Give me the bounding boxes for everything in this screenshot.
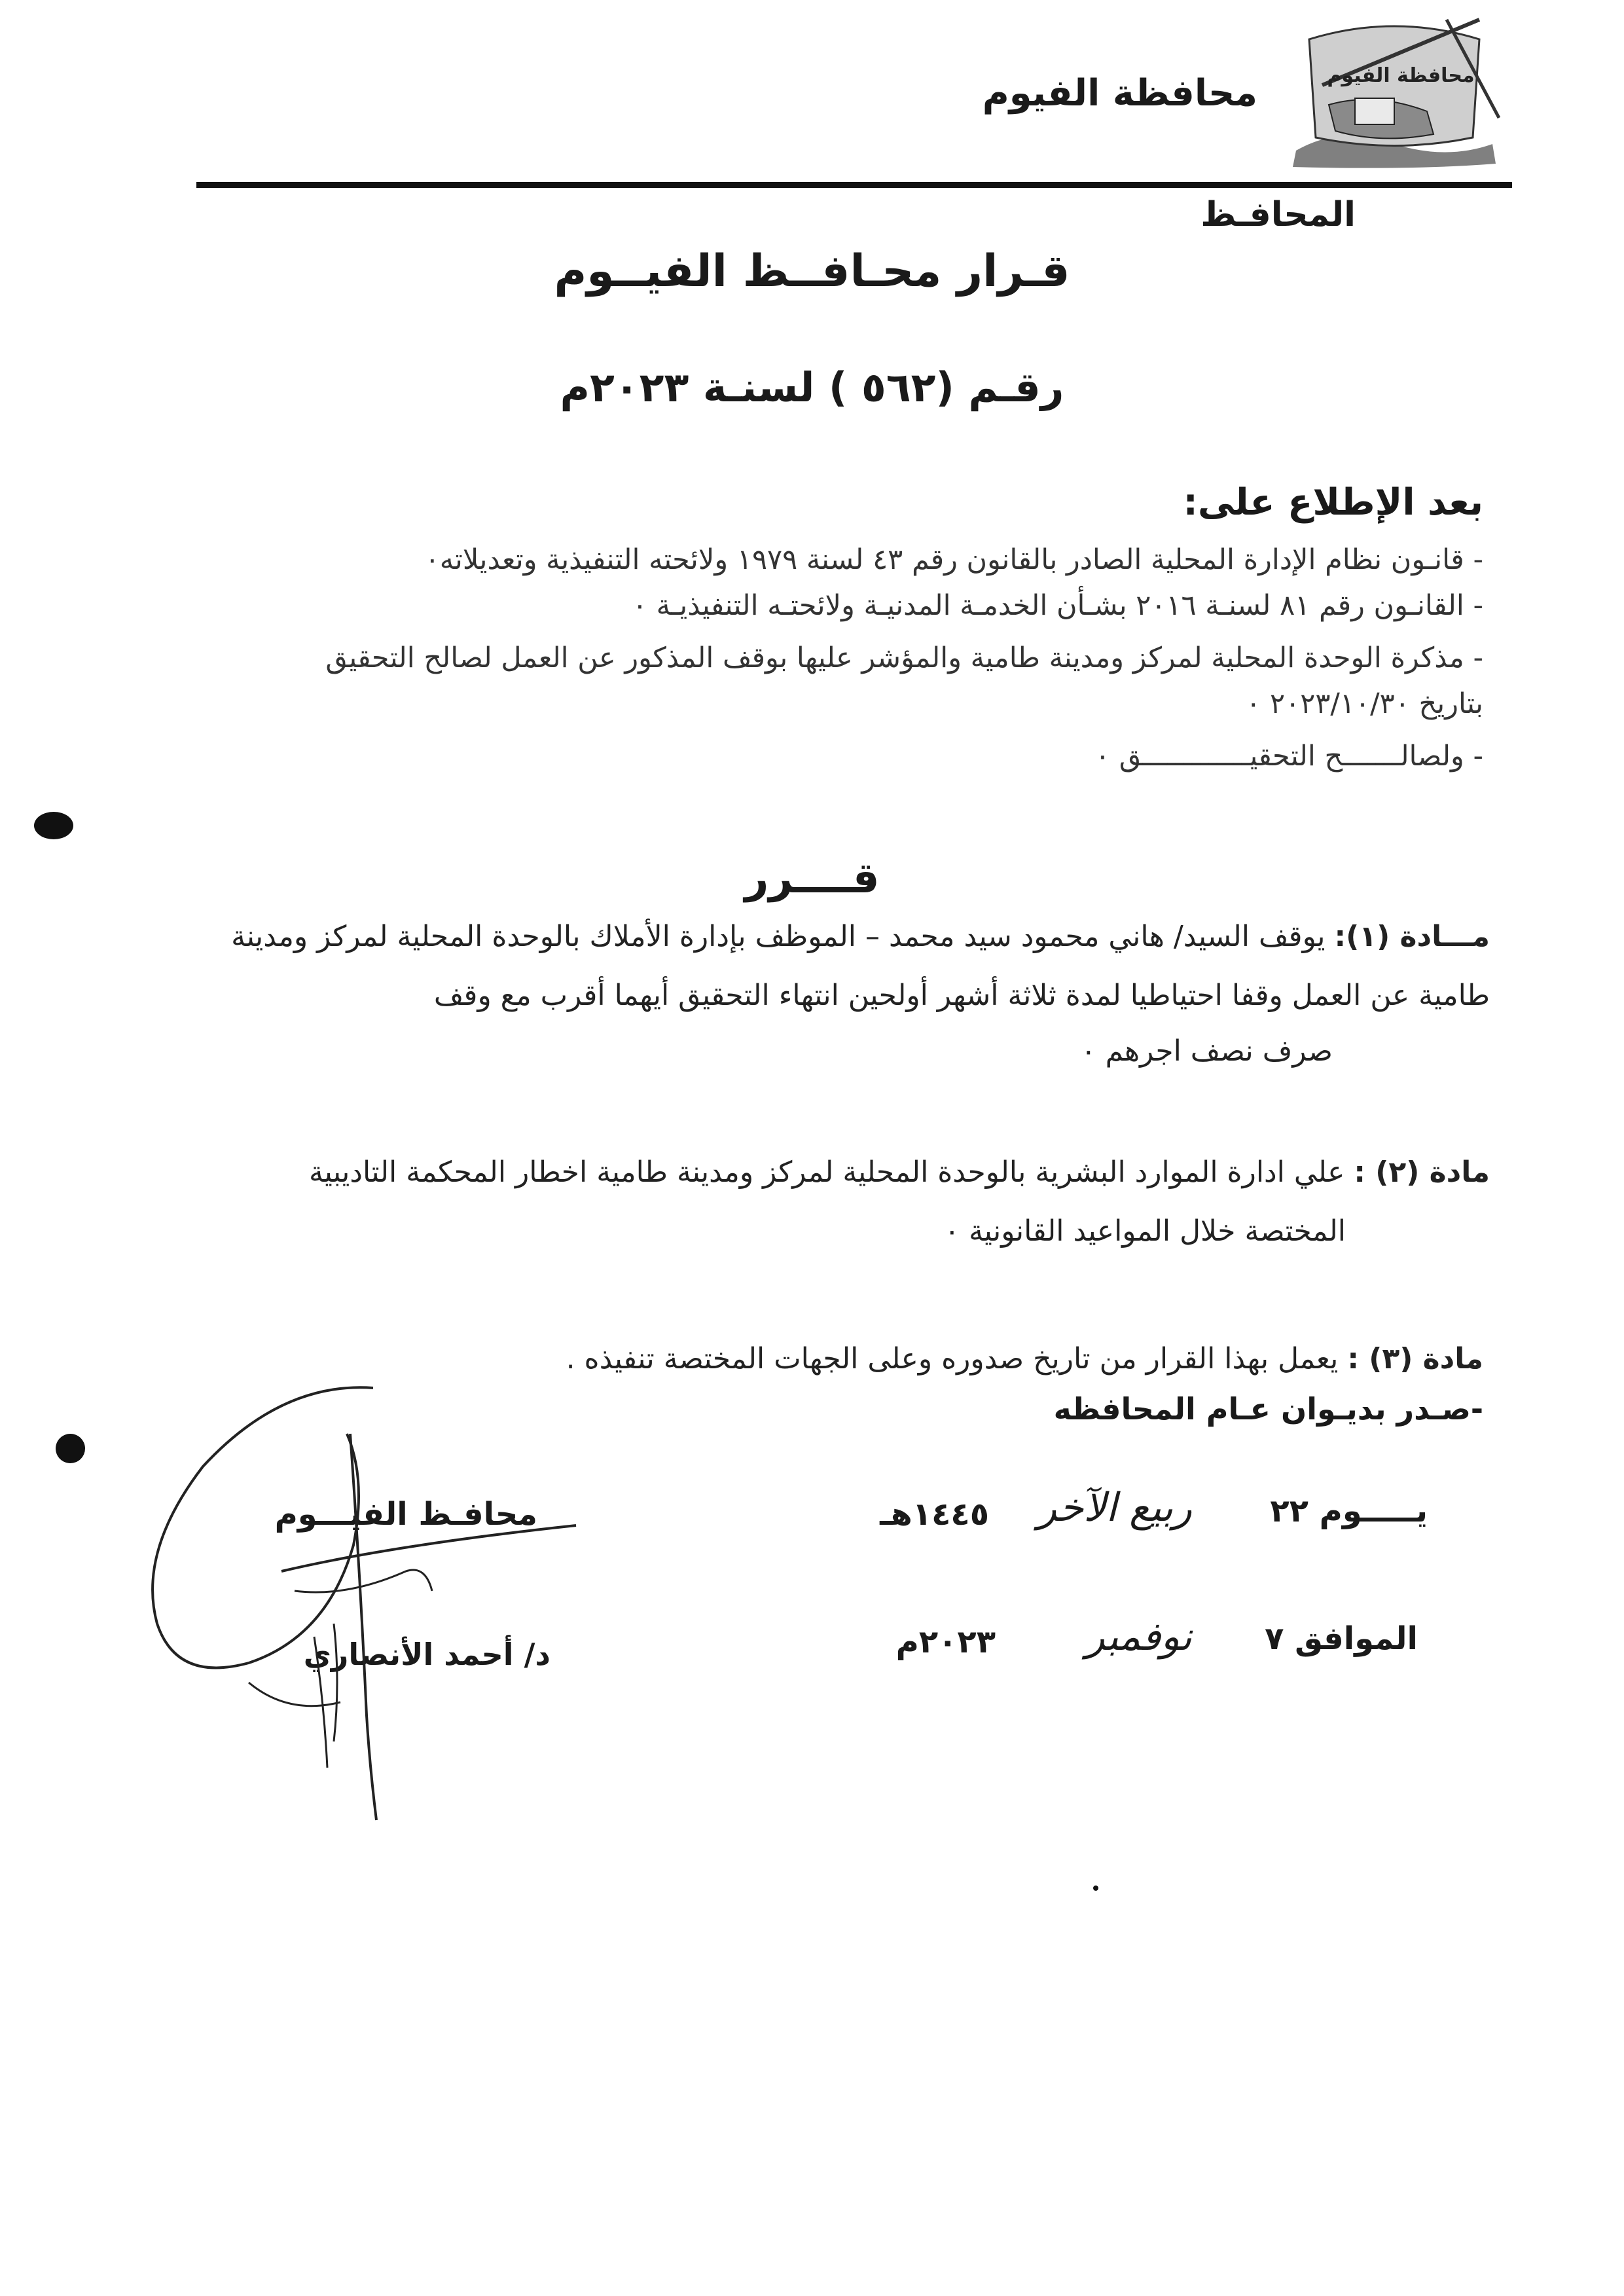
scan-speck xyxy=(1093,1886,1098,1891)
preamble-line: - قانـون نظام الإدارة المحلية الصادر بالقانون رقم ٤٣ لسنة ١٩٧٩ ولائحته التنفيذية وتعديلاته٠ xyxy=(424,543,1483,576)
article-1-label: مـــادة (١): xyxy=(1334,920,1490,953)
hijri-month-handwritten: ربيع الآخر xyxy=(1038,1485,1192,1531)
gregorian-year: ٢٠٢٣م xyxy=(895,1624,996,1660)
preamble-heading: بعد الإطلاع على: xyxy=(1183,481,1483,524)
fayoum-governorate-seal-icon xyxy=(1283,13,1506,170)
issued-at: -صـدر بديـوان عـام المحافظه xyxy=(1053,1391,1483,1427)
article-2-line-2: المختصة خلال المواعيد القانونية ٠ xyxy=(944,1214,1346,1248)
preamble-line: - القانـون رقم ٨١ لسنـة ٢٠١٦ بشـأن الخدمـة المدنيـة ولائحتـه التنفيذيـة ٠ xyxy=(632,589,1483,622)
scan-speck xyxy=(56,1434,85,1463)
hijri-day-label: يـــــوم ٢٢ xyxy=(1270,1493,1428,1529)
article-3-label: مادة (٣) : xyxy=(1347,1342,1483,1376)
hijri-year: ١٤٤٥هـ xyxy=(880,1496,989,1533)
article-2-text: علي ادارة الموارد البشرية بالوحدة المحلية لمركز ومدينة طامية اخطار المحكمة التاديبية xyxy=(308,1156,1345,1189)
decision-title: قـرار محـافــظ الفيــوم xyxy=(554,246,1070,297)
scan-speck xyxy=(34,812,73,839)
article-2-label: مادة (٢) : xyxy=(1354,1156,1490,1189)
article-1-text: يوقف السيد/ هاني محمود سيد محمد – الموظف بإدارة الأملاك بالوحدة المحلية لمركز ومدينة xyxy=(231,920,1326,953)
article-1-line-2: طامية عن العمل وقفا احتياطيا لمدة ثلاثة أشهر أولحين انتهاء التحقيق أيهما أقرب مع وقف xyxy=(433,979,1490,1012)
article-2-line-1 xyxy=(309,1156,1490,1189)
article-3-line-1 xyxy=(566,1342,1483,1376)
header-divider xyxy=(196,182,1512,188)
article-3-text: يعمل بهذا القرار من تاريخ صدوره وعلى الجهات المختصة تنفيذه . xyxy=(566,1342,1339,1376)
gregorian-day-label: الموافق ٧ xyxy=(1265,1620,1418,1657)
article-1-line-3: صرف نصف اجرهم ٠ xyxy=(1081,1034,1333,1068)
signatory-title: محافـظ الفيـــوم xyxy=(274,1496,537,1533)
header-governorate: محافظة الفيوم xyxy=(982,72,1257,115)
seal-text: محافظة الفيوم xyxy=(1327,64,1475,87)
decision-heading: قــــرر xyxy=(744,854,880,903)
preamble-line: - ولصالـــــــح التحقيـــــــــــــق ٠ xyxy=(1094,740,1483,773)
decision-number: رقـم (٥٦٢ ) لسنـة ٢٠٢٣م xyxy=(560,363,1064,411)
preamble-line: - مذكرة الوحدة المحلية لمركز ومدينة طامية والمؤشر عليها بوقف المذكور عن العمل لصالح التحقيق xyxy=(325,642,1483,674)
signatory-name: د/ أحمد الأنصاري xyxy=(303,1637,550,1672)
article-1-line-1 xyxy=(231,920,1490,953)
header-office: المحافـظ xyxy=(1200,195,1356,234)
handwritten-signature-icon xyxy=(118,1375,615,1833)
preamble-line: بتاريخ ٢٠٢٣/١٠/٣٠ ٠ xyxy=(1246,687,1483,720)
gregorian-month-handwritten: نوفمبر xyxy=(1085,1614,1192,1660)
